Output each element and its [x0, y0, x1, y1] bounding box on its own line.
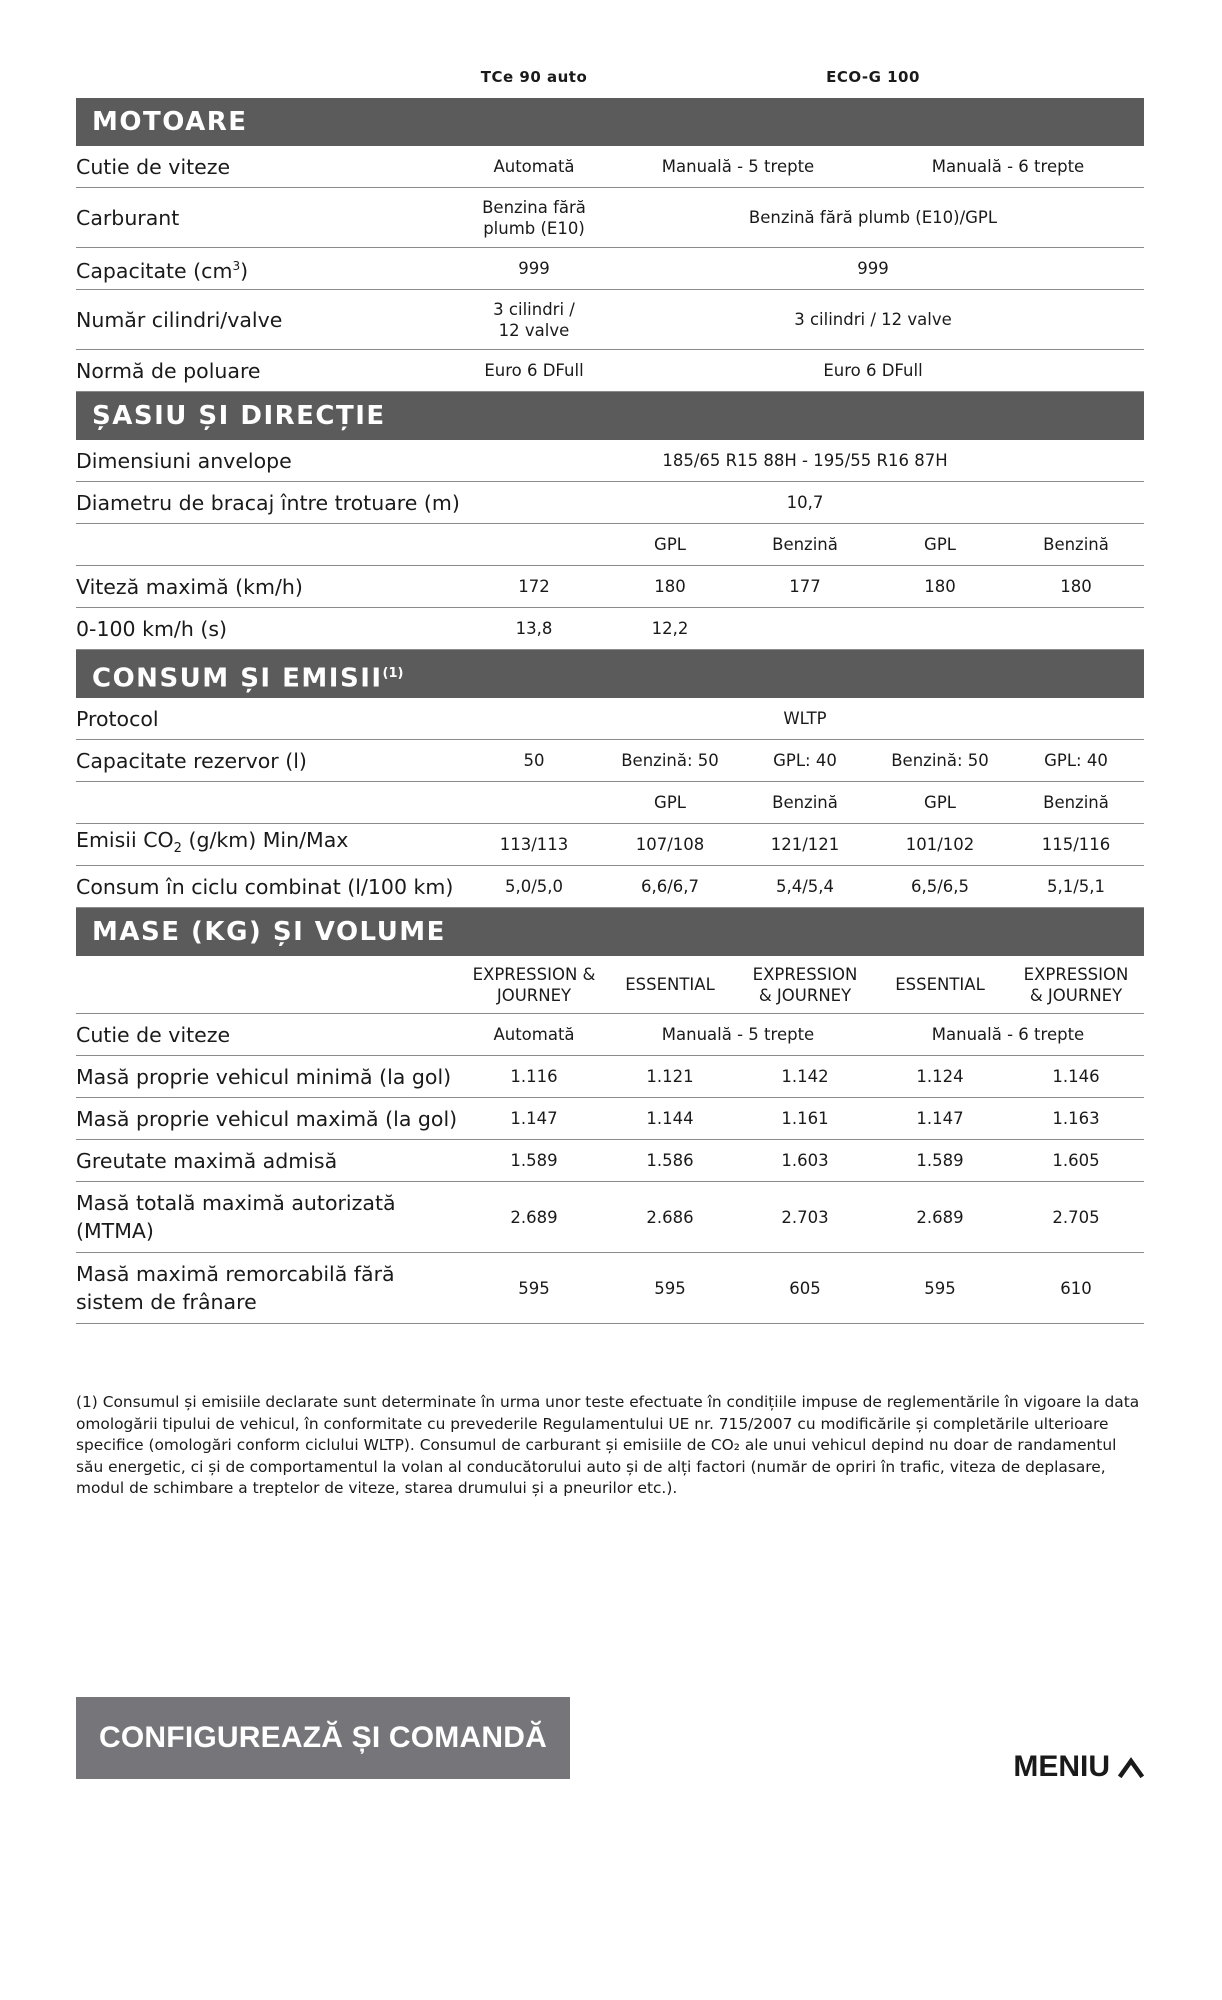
- table-row: [76, 1182, 1144, 1253]
- table-cell: 113/113: [499, 835, 569, 854]
- table-cell: GPL: [654, 535, 686, 554]
- row-label: Cutie de viteze: [76, 154, 231, 179]
- table-cell: 3 cilindri / 12 valve: [493, 299, 575, 340]
- table-cell: Automată: [493, 157, 575, 176]
- table-cell: Benzina fără plumb (E10): [482, 197, 586, 238]
- table-cell: EXPRESSION & JOURNEY: [752, 964, 858, 1005]
- table-row: [76, 248, 1144, 290]
- row-label: Consum în ciclu combinat (l/100 km): [76, 874, 454, 899]
- engine-columns: [76, 68, 1144, 92]
- configure-order-button[interactable]: CONFIGUREAZĂ ȘI COMANDĂ: [76, 1697, 570, 1779]
- table-cell: Benzină: 50: [891, 751, 989, 770]
- table-cell: Manuală - 5 trepte: [661, 157, 815, 176]
- table-cell: GPL: [654, 793, 686, 812]
- row-label: Emisii $CO_2$ (g/km) Min/Max: [76, 827, 349, 857]
- table-cell: 2.703: [781, 1207, 829, 1227]
- row-label: Greutate maximă admisă: [76, 1148, 338, 1173]
- table-cell: EXPRESSION & JOURNEY: [1023, 964, 1129, 1005]
- table-cell: Benzină: [772, 793, 838, 812]
- table-cell: ESSENTIAL: [895, 975, 985, 994]
- section-title: ȘASIU ȘI DIRECȚIE: [92, 401, 386, 431]
- table-cell: Euro 6 DFull: [823, 361, 923, 380]
- section-title: MASE (KG) ȘI VOLUME: [92, 917, 446, 947]
- table-row: [76, 188, 1144, 248]
- engine-label-ecog100: ECO-G 100: [826, 68, 920, 86]
- table-row: [76, 1056, 1144, 1098]
- row-label: Cutie de viteze: [76, 1022, 231, 1047]
- table-cell: 101/102: [905, 835, 975, 854]
- table-row: [76, 290, 1144, 350]
- table-row: [76, 1253, 1144, 1324]
- table-cell: 180: [1060, 577, 1092, 596]
- table-cell: 2.686: [646, 1207, 694, 1227]
- table-cell: Benzină fără plumb (E10)/GPL: [748, 208, 998, 227]
- table-cell: 1.116: [510, 1067, 558, 1086]
- table-row: [76, 956, 1144, 1014]
- table-cell: 5,1/5,1: [1046, 877, 1106, 896]
- table-row: [76, 1014, 1144, 1056]
- engine-label-tce90: TCe 90 auto: [480, 68, 588, 86]
- table-cell: 50: [523, 751, 545, 770]
- table-row: [76, 740, 1144, 782]
- table-cell: Benzină: 50: [621, 751, 719, 770]
- table-cell: 1.121: [646, 1067, 694, 1086]
- row-label: Număr cilindri/valve: [76, 307, 283, 332]
- menu-label: MENIU: [1013, 1750, 1110, 1783]
- menu-button[interactable]: [1013, 1750, 1144, 1784]
- row-label: Carburant: [76, 205, 180, 230]
- table-cell: 6,6/6,7: [640, 877, 700, 896]
- table-cell: 1.603: [781, 1151, 829, 1170]
- row-label: Protocol: [76, 706, 159, 731]
- table-cell: 177: [789, 577, 821, 596]
- table-cell: 107/108: [635, 835, 705, 854]
- row-label: Diametru de bracaj între trotuare (m): [76, 490, 460, 515]
- table-cell: 13,8: [515, 619, 553, 638]
- table-cell: 172: [518, 577, 550, 596]
- table-row: [76, 1140, 1144, 1182]
- table-row: [76, 146, 1144, 188]
- table-cell: 5,0/5,0: [504, 877, 564, 896]
- table-cell: GPL: 40: [1044, 751, 1108, 770]
- table-cell: GPL: 40: [773, 751, 837, 770]
- section-title: MOTOARE: [92, 107, 248, 137]
- table-row: [76, 608, 1144, 650]
- table-cell: 180: [924, 577, 956, 596]
- table-row: [76, 350, 1144, 392]
- table-cell: 1.589: [510, 1151, 558, 1170]
- table-cell: 1.147: [510, 1109, 558, 1128]
- row-label: Normă de poluare: [76, 358, 261, 383]
- table-cell: 6,5/6,5: [910, 877, 970, 896]
- table-cell: 1.144: [646, 1109, 694, 1128]
- table-cell: 999: [518, 259, 550, 278]
- row-label: Masă totală maximă autorizată (MTMA): [76, 1191, 396, 1243]
- table-cell: 185/65 R15 88H - 195/55 R16 87H: [662, 451, 948, 470]
- table-row: [76, 782, 1144, 824]
- table-row: [76, 440, 1144, 482]
- table-cell: Benzină: [1043, 535, 1109, 554]
- table-cell: Benzină: [772, 535, 838, 554]
- table-row: [76, 824, 1144, 866]
- table-row: [76, 482, 1144, 524]
- table-cell: 121/121: [770, 835, 840, 854]
- table-cell: 2.705: [1052, 1207, 1100, 1227]
- row-label: Capacitate $(cm^3)$: [76, 258, 249, 283]
- row-label: 0-100 km/h (s): [76, 616, 228, 641]
- row-label: Masă proprie vehicul minimă (la gol): [76, 1064, 452, 1089]
- row-label: Dimensiuni anvelope: [76, 448, 292, 473]
- table-cell: Euro 6 DFull: [484, 361, 584, 380]
- table-cell: 595: [518, 1278, 550, 1298]
- table-cell: 1.124: [916, 1067, 964, 1086]
- table-cell: Manuală - 6 trepte: [931, 1025, 1085, 1044]
- table-cell: Manuală - 5 trepte: [661, 1025, 815, 1044]
- table-cell: 605: [789, 1278, 821, 1298]
- table-cell: 12,2: [651, 619, 689, 638]
- section-header-mase-kg-si-volume: [76, 908, 1144, 956]
- table-row: [76, 698, 1144, 740]
- section-header-motoare: [76, 98, 1144, 146]
- chevron-up-icon: [1118, 1756, 1144, 1778]
- section-header-sasiu-si-directie: [76, 392, 1144, 440]
- table-cell: 115/116: [1041, 835, 1111, 854]
- table-row: [76, 866, 1144, 908]
- table-cell: 1.605: [1052, 1151, 1100, 1170]
- section-header-consum-si-emisii: [76, 650, 1144, 698]
- section-title: CONSUM ȘI EMISII: [92, 663, 383, 694]
- table-cell: WLTP: [783, 709, 827, 728]
- table-cell: GPL: [924, 535, 956, 554]
- table-cell: ESSENTIAL: [625, 975, 715, 994]
- table-cell: 999: [857, 259, 889, 278]
- footnote: (1) Consumul și emisiile declarate sunt determinate în urma unor teste efectuate în condițiile impuse de reglementările în vigoare la data omologării tipului de vehicul, în conformitate cu prevederile Regulamentului UE nr. 715/2007 cu modificările și completările ulterioare specifice (omologări conform ciclului WLTP). Consumul de carburant și emisiile de CO₂ ale unui vehicul depind nu doar de randamentul său energetic, ci și de comportamentul la volan al conducătorului auto și de alți factori (număr de opriri în trafic, viteza de deplasare, modul de schimbare a treptelor de viteze, starea drumului și a pneurilor etc.).: [76, 1393, 1140, 1497]
- table-cell: 595: [654, 1278, 686, 1298]
- table-cell: 5,4/5,4: [775, 877, 835, 896]
- table-cell: 610: [1060, 1278, 1092, 1298]
- table-cell: 1.147: [916, 1109, 964, 1128]
- table-cell: 2.689: [916, 1207, 964, 1227]
- table-cell: 3 cilindri / 12 valve: [794, 310, 952, 329]
- table-cell: 1.142: [781, 1067, 829, 1086]
- table-row: [76, 566, 1144, 608]
- table-cell: Benzină: [1043, 793, 1109, 812]
- table-cell: Manuală - 6 trepte: [931, 157, 1085, 176]
- table-cell: 595: [924, 1278, 956, 1298]
- table-cell: 1.161: [781, 1109, 829, 1128]
- table-cell: 1.163: [1052, 1109, 1100, 1128]
- footnote-marker: (1): [382, 666, 404, 681]
- row-label: Masă proprie vehicul maximă (la gol): [76, 1106, 458, 1131]
- table-cell: 2.689: [510, 1207, 558, 1227]
- row-label: Capacitate rezervor (l): [76, 748, 307, 773]
- row-label: Viteză maximă (km/h): [76, 574, 303, 599]
- table-row: [76, 524, 1144, 566]
- table-cell: 1.146: [1052, 1067, 1100, 1086]
- table-cell: Automată: [493, 1025, 575, 1044]
- table-cell: EXPRESSION & JOURNEY: [472, 964, 596, 1005]
- table-cell: 1.589: [916, 1151, 964, 1170]
- table-cell: 10,7: [786, 493, 824, 512]
- row-label: Masă maximă remorcabilă fără sistem de frânare: [76, 1262, 395, 1314]
- table-cell: 1.586: [646, 1151, 694, 1170]
- table-cell: GPL: [924, 793, 956, 812]
- table-cell: 180: [654, 577, 686, 596]
- table-row: [76, 1098, 1144, 1140]
